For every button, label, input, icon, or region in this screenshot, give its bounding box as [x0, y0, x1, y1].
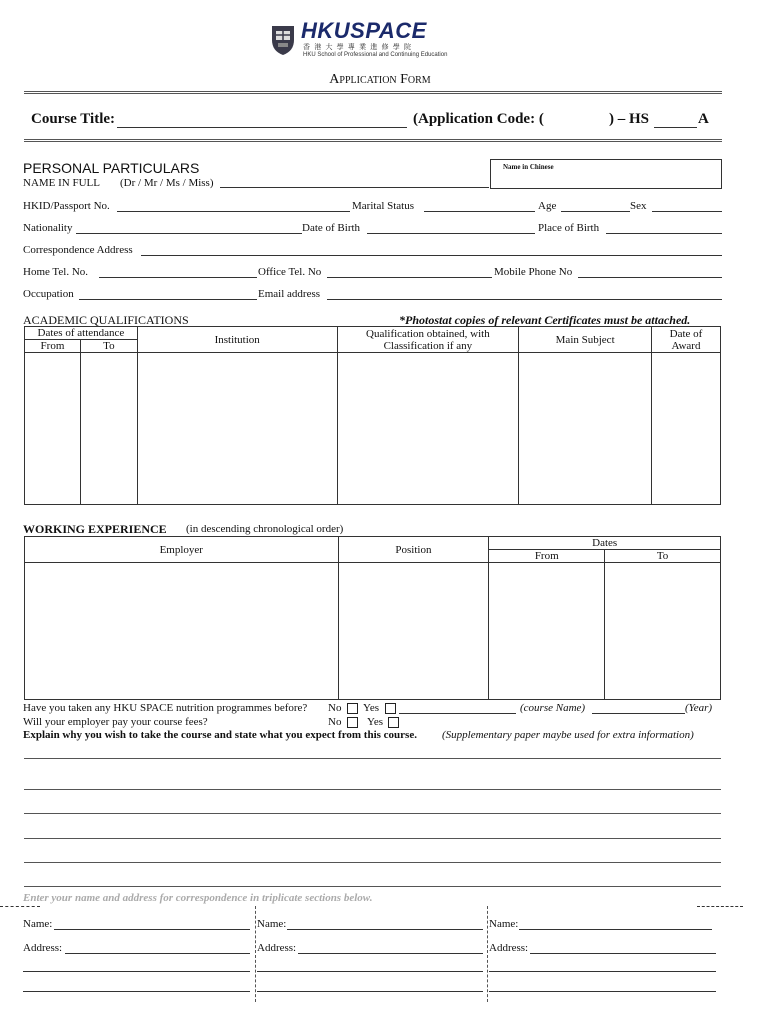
occupation-field[interactable] — [79, 287, 257, 300]
explain-line-1[interactable] — [24, 758, 721, 759]
address-field[interactable] — [141, 243, 722, 256]
from-cell[interactable] — [25, 353, 81, 505]
from-header: From — [25, 340, 81, 353]
to-header: To — [80, 340, 137, 353]
course-title-field[interactable] — [117, 112, 407, 128]
triplicate-divider-2 — [487, 906, 488, 1002]
institution-cell[interactable] — [137, 353, 337, 505]
triplicate-2-address-line-2[interactable] — [257, 971, 483, 972]
chinese-name-label: Name in Chinese — [503, 163, 554, 171]
application-code-label: (Application Code: ( — [413, 111, 544, 127]
office-tel-label: Office Tel. No — [258, 266, 322, 278]
office-tel-field[interactable] — [327, 265, 492, 278]
academic-table — [24, 326, 721, 505]
triplicate-3-name-field[interactable] — [519, 917, 712, 930]
name-full-label: NAME IN FULL — [23, 177, 100, 189]
explain-line-6[interactable] — [24, 886, 721, 887]
qualification-cell[interactable] — [337, 353, 519, 505]
dates-header: Dates — [489, 537, 721, 550]
position-header: Position — [338, 537, 489, 563]
academic-heading: ACADEMIC QUALIFICATIONS — [23, 313, 189, 327]
academic-note: *Photostat copies of relevant Certificates must be attached. — [399, 313, 691, 327]
nationality-field[interactable] — [76, 221, 302, 234]
q1-yes-label: Yes — [363, 702, 380, 714]
triplicate-3-address-field[interactable] — [530, 941, 716, 954]
q1-yes-checkbox[interactable] — [385, 703, 396, 714]
title-divider — [24, 91, 722, 94]
explain-line-3[interactable] — [24, 813, 721, 814]
email-field[interactable] — [327, 287, 722, 300]
date-of-award-header — [652, 327, 721, 353]
application-code-end: A — [698, 111, 709, 127]
sex-label: Sex — [630, 200, 647, 212]
main-subject-cell[interactable] — [519, 353, 652, 505]
to-cell[interactable] — [80, 353, 137, 505]
academic-entry-row[interactable] — [25, 353, 721, 505]
triplicate-1-address-field[interactable] — [65, 941, 250, 954]
hkid-label: HKID/Passport No. — [23, 200, 110, 212]
pob-label: Place of Birth — [538, 222, 600, 234]
cut-line-left — [0, 906, 40, 907]
employer-header: Employer — [25, 537, 339, 563]
qualification-header-line1: Qualification obtained, with — [366, 327, 490, 340]
application-code-suffix: ) – HS — [609, 111, 650, 127]
sex-field[interactable] — [652, 199, 722, 212]
triplicate-3-name-label: Name: — [489, 918, 519, 930]
application-code-field[interactable] — [654, 112, 697, 128]
year-label: (Year) — [685, 702, 713, 714]
triplicate-2-address-field[interactable] — [298, 941, 483, 954]
explain-prompt: Explain why you wish to take the course and state what you expect from this course. — [23, 729, 417, 741]
q2-yes-label: Yes — [367, 716, 384, 728]
q1-no-label: No — [328, 702, 342, 714]
marital-label: Marital Status — [352, 200, 415, 212]
course-name-field[interactable] — [399, 702, 516, 714]
date-of-label: Date of — [669, 327, 703, 340]
employer-cell[interactable] — [25, 563, 339, 700]
date-of-award-cell[interactable] — [652, 353, 721, 505]
logo-subtitle: HKU School of Professional and Continuing Education — [303, 52, 448, 58]
nationality-label: Nationality — [23, 222, 73, 234]
dob-field[interactable] — [367, 221, 535, 234]
question-nutrition: Have you taken any HKU SPACE nutrition programmes before? — [23, 702, 308, 714]
triplicate-2-name-field[interactable] — [287, 917, 483, 930]
age-field[interactable] — [561, 199, 630, 212]
triplicate-1-address-line-3[interactable] — [23, 991, 250, 992]
work-from-cell[interactable] — [489, 563, 605, 700]
triplicate-2-address-label: Address: — [257, 942, 297, 954]
q2-no-checkbox[interactable] — [347, 717, 358, 728]
marital-field[interactable] — [424, 199, 535, 212]
work-heading: WORKING EXPERIENCE — [23, 522, 167, 536]
year-field[interactable] — [592, 702, 685, 714]
pob-field[interactable] — [606, 221, 722, 234]
triplicate-1-address-line-2[interactable] — [23, 971, 250, 972]
supplementary-note: (Supplementary paper maybe used for extra information) — [442, 729, 694, 741]
triplicate-divider-1 — [255, 906, 256, 1002]
q2-no-label: No — [328, 716, 342, 728]
triplicate-instruction: Enter your name and address for correspondence in triplicate sections below. — [23, 892, 373, 904]
question-employer-fees: Will your employer pay your course fees? — [23, 716, 208, 728]
mobile-label: Mobile Phone No — [494, 266, 573, 278]
explain-line-5[interactable] — [24, 862, 721, 863]
logo-chinese: 香 港 大 學 專 業 進 修 學 院 — [303, 43, 413, 51]
triplicate-1-name-label: Name: — [23, 918, 53, 930]
work-table — [24, 536, 721, 700]
logo-brand: HKUSPACE — [301, 18, 427, 43]
chinese-name-box[interactable] — [490, 159, 722, 189]
dob-label: Date of Birth — [302, 222, 361, 234]
personal-heading: PERSONAL PARTICULARS — [23, 160, 200, 176]
triplicate-3-address-line-3[interactable] — [489, 991, 716, 992]
address-label: Correspondence Address — [23, 244, 133, 256]
triplicate-1-name-field[interactable] — [54, 917, 250, 930]
crest-icon — [270, 24, 296, 56]
occupation-label: Occupation — [23, 288, 74, 300]
triplicate-1-address-label: Address: — [23, 942, 63, 954]
triplicate-3-address-label: Address: — [489, 942, 529, 954]
work-subheading: (in descending chronological order) — [186, 523, 344, 535]
dates-attendance-header: Dates of attendance — [25, 327, 138, 340]
title-options: (Dr / Mr / Ms / Miss) — [120, 177, 214, 189]
cut-line-right — [697, 906, 743, 907]
work-to-header: To — [605, 550, 721, 563]
home-tel-label: Home Tel. No. — [23, 266, 89, 278]
explain-line-2[interactable] — [24, 789, 721, 790]
name-full-field[interactable] — [220, 176, 489, 188]
qualification-header — [337, 327, 519, 353]
email-label: Email address — [258, 288, 321, 300]
q1-no-checkbox[interactable] — [347, 703, 358, 714]
q2-yes-checkbox[interactable] — [388, 717, 399, 728]
logo — [270, 18, 475, 60]
form-title: Application Form — [329, 72, 431, 87]
hkid-field[interactable] — [117, 199, 350, 212]
triplicate-2-address-line-3[interactable] — [257, 991, 483, 992]
home-tel-field[interactable] — [99, 265, 257, 278]
mobile-field[interactable] — [578, 265, 722, 278]
work-from-header: From — [489, 550, 605, 563]
triplicate-2-name-label: Name: — [257, 918, 287, 930]
award-label: Award — [671, 339, 701, 352]
work-entry-row[interactable] — [25, 563, 721, 700]
course-divider — [24, 139, 722, 142]
qualification-header-line2: Classification if any — [383, 339, 473, 352]
work-to-cell[interactable] — [605, 563, 721, 700]
position-cell[interactable] — [338, 563, 489, 700]
course-title-label: Course Title: — [31, 111, 116, 127]
age-label: Age — [538, 200, 557, 212]
explain-line-4[interactable] — [24, 838, 721, 839]
institution-header: Institution — [137, 327, 337, 353]
main-subject-header: Main Subject — [519, 327, 652, 353]
course-name-label: (course Name) — [520, 702, 586, 714]
triplicate-3-address-line-2[interactable] — [489, 971, 716, 972]
